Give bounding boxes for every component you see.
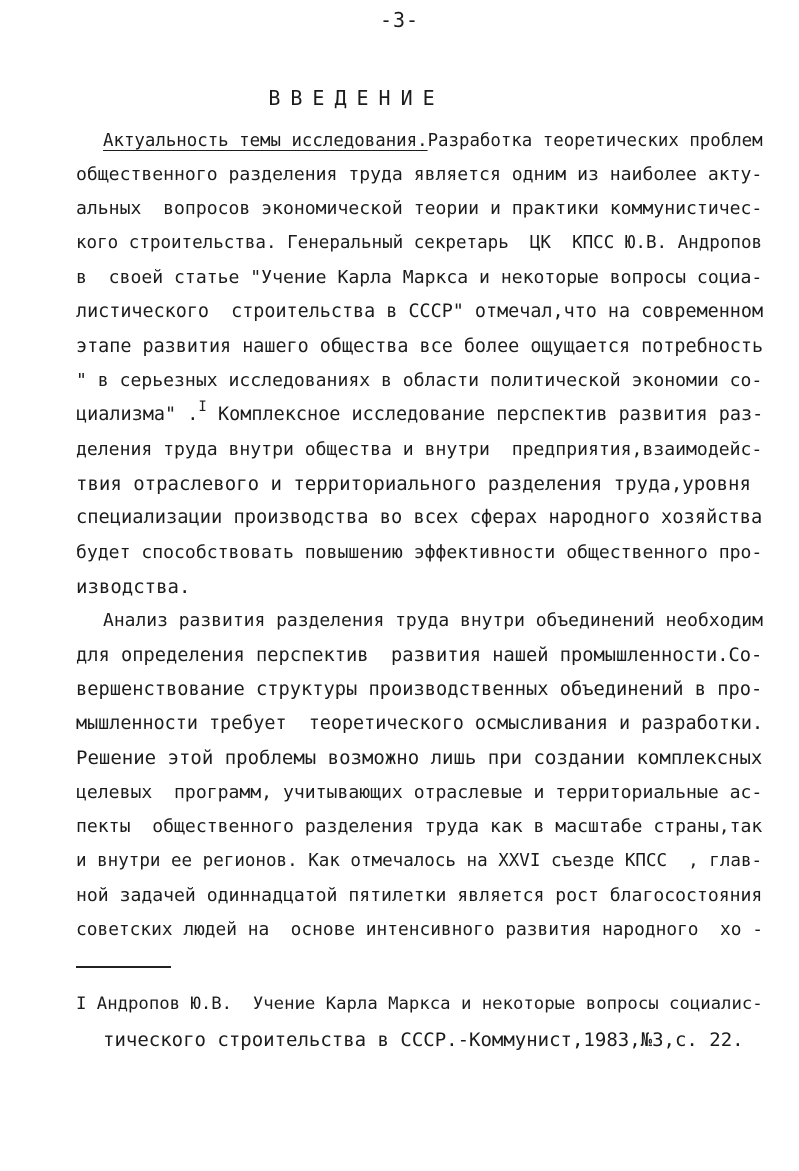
body-line: советских людей на основе интенсивного развития народного хо - <box>76 919 763 940</box>
body-line-text: Разработка теоретических проблем <box>427 131 763 151</box>
body-line: листического строительства в СССР" отмечал,что на современном <box>76 301 764 322</box>
body-line: твия отраслевого и территориального разделения труда,уровня <box>76 473 751 495</box>
body-line <box>103 129 763 153</box>
body-line: вершенствование структуры производственных объединений в про- <box>76 679 763 700</box>
underlined-lead: Актуальность темы исследования. <box>103 131 428 151</box>
body-line-text: Комплексное исследование перспектив развития раз- <box>206 404 764 425</box>
footnote-line: тического строительства в СССР.-Коммунист,1983,№3,с. 22. <box>103 1029 744 1051</box>
body-line: будет способствовать повышению эффективности общественного про- <box>76 542 763 563</box>
footnote-line: I Андропов Ю.В. Учение Карла Маркса и некоторые вопросы социалис- <box>76 994 763 1014</box>
body-line: Решение этой проблемы возможно лишь при создании комплексных <box>76 747 763 769</box>
body-line: и внутри ее регионов. Как отмечалось на XXVI съезде КПСС , глав- <box>76 851 763 871</box>
body-line: этапе развития нашего общества все более ощущается потребность <box>76 336 764 357</box>
page-number: -3- <box>379 8 420 32</box>
body-line: целевых программ, учитывающих отраслевые и территориальные ас- <box>76 782 763 803</box>
body-line: Анализ развития разделения труда внутри объединений необходим <box>103 610 763 631</box>
footnote-divider <box>76 966 171 968</box>
body-line: в своей статье "Учение Карла Маркса и некоторые вопросы социа- <box>76 267 763 288</box>
footnote-marker: I <box>198 399 207 415</box>
body-line: специализации производства во всех сферах народного хозяйства <box>76 507 763 528</box>
section-heading: ВВЕДЕНИЕ <box>268 86 445 110</box>
body-line: мышленности требует теоретического осмысливания и разработки. <box>76 713 764 734</box>
body-line: деления труда внутри общества и внутри предприятия,взаимодейс- <box>76 439 763 460</box>
body-line: общественного разделения труда является одним из наиболее акту- <box>76 164 763 185</box>
body-line: пекты общественного разделения труда как в масштабе страны,так <box>76 816 763 837</box>
body-line: ной задачей одиннадцатой пятилетки является рост благосостояния <box>76 885 763 906</box>
body-line: альных вопросов экономической теории и практики коммунистичес- <box>76 198 763 219</box>
body-line-text: циализма" . <box>76 404 199 425</box>
body-line: " в серьезных исследованиях в области политической экономии со- <box>76 370 763 391</box>
body-line: для определения перспектив развития нашей промышленности.Со- <box>76 645 763 666</box>
body-line: кого строительства. Генеральный секретарь ЦК КПСС Ю.В. Андропов <box>76 233 763 253</box>
body-line: изводства. <box>76 576 191 598</box>
body-line <box>76 399 764 428</box>
